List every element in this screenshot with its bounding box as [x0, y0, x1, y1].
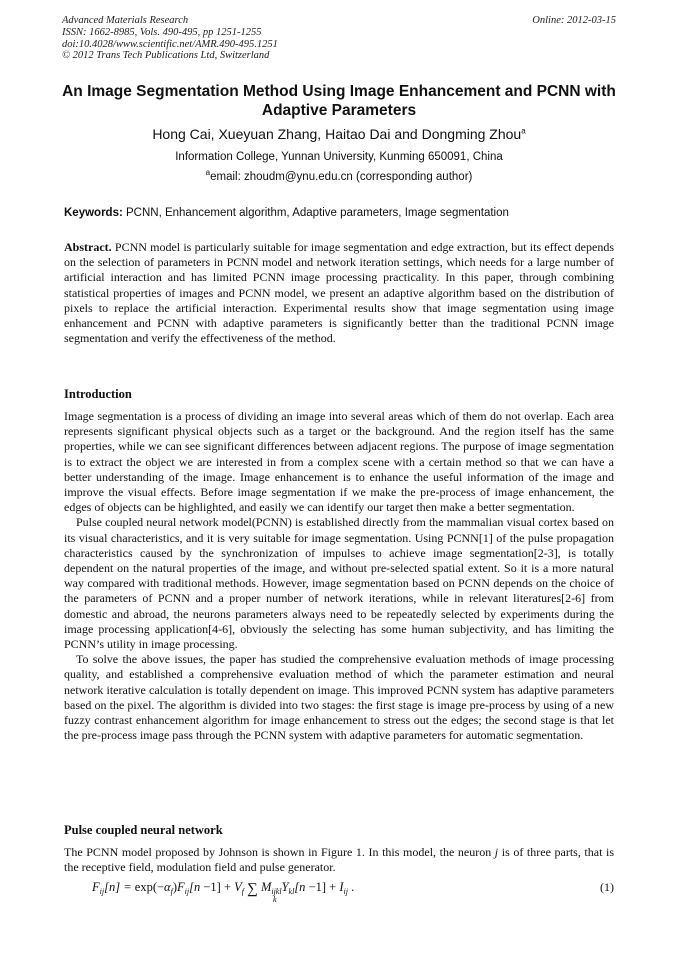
equation-expression: $F_{ij}[n] = \exp(-\alpha_f)F_{ij}[n -1] + V_f$ ∑ $M_{ijkl}Y_{kl}[n -1] + I_{ij}$ . — [92, 880, 355, 897]
abstract-section — [64, 240, 614, 346]
email-text: email: zhoudm@ynu.edu.cn (corresponding author) — [210, 171, 473, 183]
abstract-text: PCNN model is particularly suitable for image segmentation and edge extraction, but its effect depends on the selection of parameters in PCNN model and network iteration settings, which needs for a large number of artificial interaction and has limited PCNN image processing practicality. In this paper, through combining statistical properties of images and PCNN model, we present an adaptive algorithm based on the distribution of pixels to replace the artificial interaction. Experimental results show that image segmentation using image enhancement and PCNN with adaptive parameters is significantly better than the traditional PCNN image segmentation and verify the effectiveness of the method. — [64, 240, 614, 346]
equation-number: (1) — [600, 880, 614, 894]
keywords — [64, 206, 614, 221]
pcnn-heading: Pulse coupled neural network — [64, 823, 223, 837]
affiliation: Information College, Yunnan University, Kunming 650091, China — [175, 151, 503, 163]
paper-title: An Image Segmentation Method Using Image Enhancement and PCNN with Adaptive Parameters — [62, 83, 616, 119]
intro-paragraph-2: Pulse coupled neural network model(PCNN) is established directly from the mammalian visual cortex based on its visual characteristics, and it is very suitable for image segmentation. Using PCNN[1] of the pulse propagation characteristics caused by the synchronization of impulses to achieve image segmentation[2-3], is totally dependent on the natural properties of the image, and without pre-selected spatial extent. So it is a more natural way compared with traditional methods. However, image segmentation based on PCNN depends on the choice of the parameters of PCNN and a proper number of network iterations, while in relevant literatures[2-6] from domestic and abroad, the neurons parameters always need to be repeatedly selected by experiments during the image processing application[4-6], obviously the selecting has some human subjectivity, and has limiting the PCNN’s utility in image processing. — [64, 515, 614, 652]
introduction-heading: Introduction — [64, 387, 132, 401]
authors-superscript: a — [521, 126, 526, 136]
journal-header — [62, 15, 616, 62]
pcnn-paragraph-1: The PCNN model proposed by Johnson is shown in Figure 1. In this model, the neuron j is of three parts, that is the receptive field, modulation field and pulse generator. — [64, 845, 615, 875]
doi-line: doi:10.4028/www.scientific.net/AMR.490-495.1251 — [62, 38, 278, 50]
intro-paragraph-3: To solve the above issues, the paper has studied the comprehensive evaluation methods of image processing quality, and established a comprehensive evaluation method of which the parameter estimation and neural network iterative calculation is totally dependent on image. This improved PCNN system has adaptive parameters based on the pixel. The algorithm is divided into two stages: the first stage is image pre-process by using of a new fuzzy contrast enhancement algorithm for image enhancement to stress out the edges; the second stage is that let the pre-process image pass through the PCNN system with adaptive parameters for automatic segmentation. — [64, 652, 614, 743]
intro-paragraph-1: Image segmentation is a process of dividing an image into several areas which of them do not overlap. Each area represents significant physical objects such as a target or the background. And the region itself has the same properties, while we can see significant differences between adjacent regions. The purpose of image segmentation is to extract the object we are interested in from a complex scene with a certain method so that we can have a better understanding of the image. Image enhancement is to enhance the useful information of the image and improve the visual effects. Before image segmentation if we make the pre-process of image enhancement, the edges of objects can be highlighted, and easily we can identify our target then make a better segmentation. — [64, 409, 614, 515]
equation-1 — [92, 878, 614, 904]
keywords-label: Keywords: — [64, 207, 123, 219]
copyright-line: © 2012 Trans Tech Publications Ltd, Switzerland — [62, 50, 270, 62]
pcnn-section — [64, 845, 614, 875]
introduction-section — [64, 409, 614, 743]
email-superscript: a — [205, 168, 211, 178]
contact-email — [62, 170, 616, 185]
issn-line: ISSN: 1662-8985, Vols. 490-495, pp 1251-1255 — [62, 26, 262, 38]
authors-text: Hong Cai, Xueyuan Zhang, Haitao Dai and Dongming Zhou — [152, 126, 522, 142]
abstract-label: Abstract. — [64, 240, 112, 254]
keywords-text: PCNN, Enhancement algorithm, Adaptive parameters, Image segmentation — [126, 207, 509, 219]
online-date: Online: 2012-03-15 — [532, 15, 616, 26]
sum-index: k — [273, 895, 277, 904]
journal-name: Advanced Materials Research — [62, 15, 189, 26]
author-list — [62, 125, 616, 143]
